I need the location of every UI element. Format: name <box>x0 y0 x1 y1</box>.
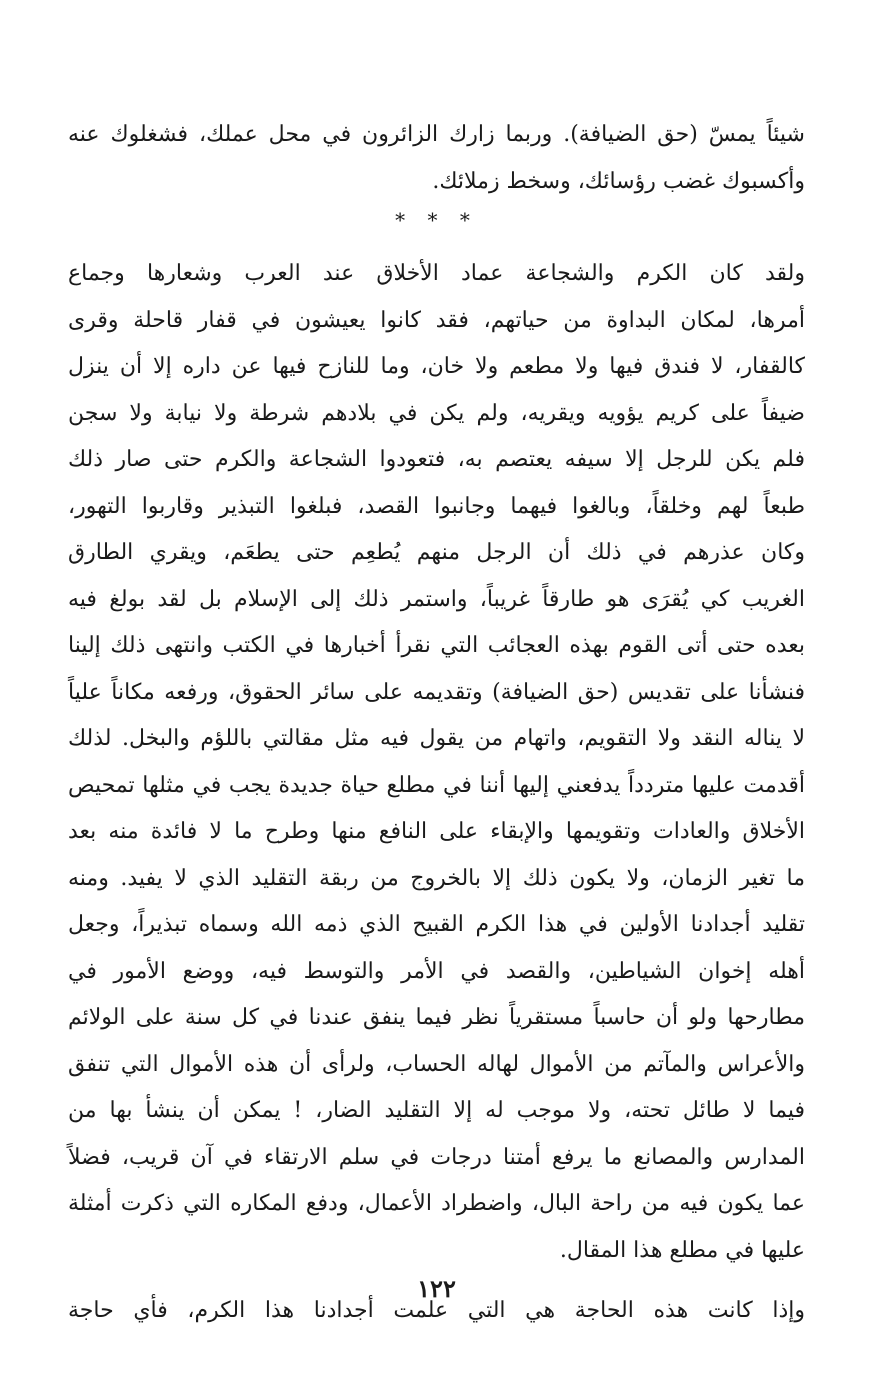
page-number: ١٢٢ <box>417 1274 456 1303</box>
text-line: عما يكون فيه من راحة البال، واضطراد الأعمال، ودفع المكاره التي ذكرت أمثلة <box>68 1191 805 1216</box>
text-line: وكان عذرهم في ذلك أن الرجل منهم يُطعِم حتى يطعَم، ويقري الطارق <box>68 540 805 565</box>
text-line: فنشأنا على تقديس (حق الضيافة) وتقديمه على سائر الحقوق، ورفعه مكاناً علياً <box>68 679 805 705</box>
text-line: طبعاً لهم وخلقاً، وبالغوا فيهما وجانبوا القصد، فبلغوا التبذير وقاربوا التهور، <box>68 493 805 519</box>
text-line: المدارس والمصانع ما يرفع أمتنا درجات في سلم الارتقاء في آن قريب، فضلاً <box>68 1144 805 1170</box>
text-line: أهله إخوان الشياطين، والقصد في الأمر والتوسط فيه، ووضع الأمور في <box>68 958 805 984</box>
text-line: ما تغير الزمان، ولا يكون ذلك إلا بالخروج من ربقة التقليد الذي لا يفيد. ومنه <box>68 865 805 891</box>
section-separator: * * * <box>395 208 478 232</box>
text-line: الأخلاق والعادات وتقويمها والإبقاء على النافع منها وطرح ما لا فائدة منه بعد <box>68 819 805 844</box>
text-line: مطارحها ولو أن حاسباً مستقرياً نظر فيما ينفق عندنا في كل سنة على الولائم <box>68 1005 805 1030</box>
text-line: وإذا كانت هذه الحاجة هي التي علمت أجدادنا هذا الكرم، فأي حاجة <box>68 1298 805 1323</box>
paragraph-2 <box>68 251 805 1274</box>
text-line: والأعراس والمآتم من الأموال لهاله الحساب، ولرأى أن هذه الأموال التي تنفق <box>68 1051 805 1077</box>
text-line: تقليد أجدادنا الأولين في هذا الكرم القبيح الذي ذمه الله وسماه تبذيراً، وجعل <box>68 912 805 937</box>
text-line: أمرها، لمكان البداوة من حياتهم، فقد كانوا يعيشون في قفار قاحلة وقرى <box>68 307 805 333</box>
paragraph-1 <box>68 112 805 205</box>
text-line: كالقفار، لا فندق فيها ولا مطعم ولا خان، وما للنازح فيها عن داره إلا أن ينزل <box>68 354 805 379</box>
text-line: أقدمت عليها متردداً يدفعني إليها أننا في مطلع حياة جديدة يجب في مثلها تمحيص <box>68 772 805 798</box>
text-line: ضيفاً على كريم يؤويه ويقريه، ولم يكن في بلادهم شرطة ولا نيابة ولا سجن <box>68 400 805 426</box>
text-line: عليها في مطلع هذا المقال. <box>559 1237 805 1263</box>
text-line: الغريب كي يُقرَى هو طارقاً غريباً، واستمر ذلك إلى الإسلام بل لقد بولغ فيه <box>68 586 805 612</box>
text-line: فيما لا طائل تحته، ولا موجب له إلا التقليد الضار، ! يمكن أن ينشأ بها من <box>68 1098 805 1123</box>
text-line: ولقد كان الكرم والشجاعة عماد الأخلاق عند العرب وشعارها وجماع <box>68 261 805 286</box>
text-line: وأكسبوك غضب رؤسائك، وسخط زملائك. <box>432 168 805 194</box>
text-line: بعده حتى أتى القوم بهذه العجائب التي نقرأ أخبارها في الكتب وانتهى ذلك إلينا <box>68 633 805 658</box>
text-line: لا يناله النقد ولا التقويم، واتهام من يقول فيه مثل مقالتي باللؤم والبخل. لذلك <box>68 726 805 751</box>
text-line: شيئاً يمسّ (حق الضيافة). وربما زارك الزائرون في محل عملك، فشغلوك عنه <box>68 122 805 147</box>
text-line: فلم يكن للرجل إلا سيفه يعتصم به، فتعودوا الشجاعة والكرم حتى صار ذلك <box>68 447 805 472</box>
